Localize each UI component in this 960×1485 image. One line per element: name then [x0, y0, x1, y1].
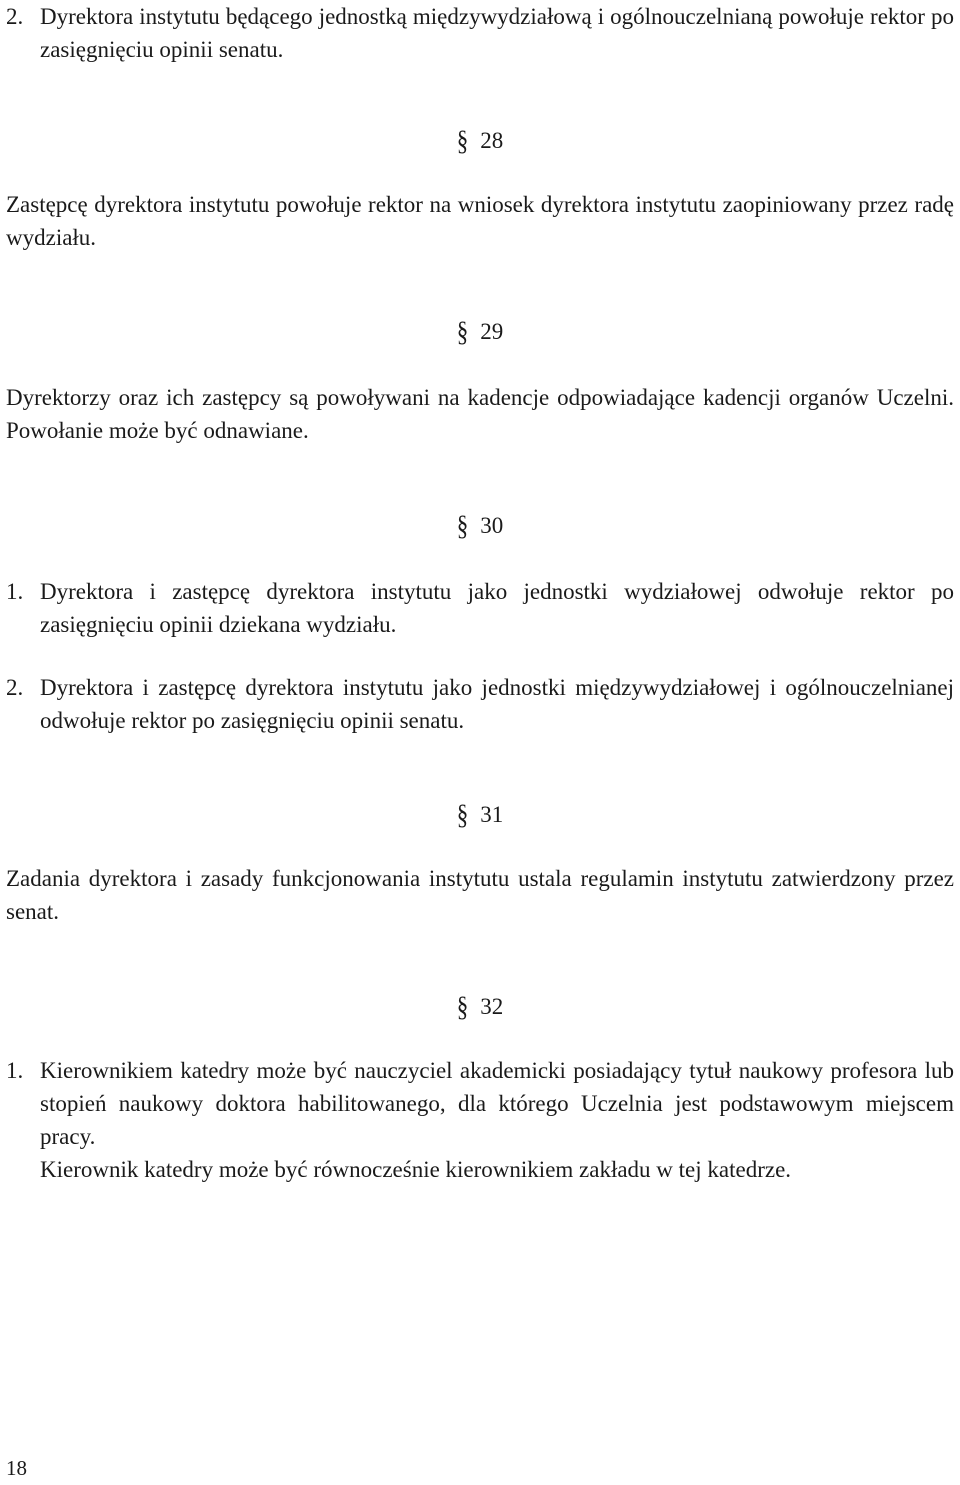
item-number: 2.	[6, 675, 24, 700]
paragraph-29: Dyrektorzy oraz ich zastępcy są powoływani na kadencje odpowiadające kadencji organów Uczelni. Powołanie może być odnawiane.	[6, 385, 954, 443]
item-text: Dyrektora i zastępcę dyrektora instytutu jako jednostki wydziałowej odwołuje rektor po zasięgnięciu opinii dziekana wydziału.	[40, 579, 954, 637]
section-heading-30	[0, 509, 960, 542]
section-number: 28	[480, 128, 504, 153]
section-heading-28	[0, 124, 960, 157]
section-heading-32	[0, 990, 960, 1023]
section-sign: §	[456, 124, 469, 157]
section-sign: §	[456, 990, 469, 1023]
paragraph-28: Zastępcę dyrektora instytutu powołuje rektor na wniosek dyrektora instytutu zaopiniowany przez radę wydziału.	[6, 192, 954, 250]
section-sign: §	[456, 509, 469, 542]
section-heading-29	[0, 315, 960, 348]
item-number: 1.	[6, 579, 24, 604]
page-number: 18	[6, 1456, 27, 1480]
section-number: 29	[480, 319, 504, 344]
paragraph-31: Zadania dyrektora i zasady funkcjonowania instytutu ustala regulamin instytutu zatwierdzony przez senat.	[6, 866, 954, 924]
list-item	[6, 0, 954, 66]
section-sign: §	[456, 315, 469, 348]
item-text: Dyrektora i zastępcę dyrektora instytutu jako jednostki międzywydziałowej i ogólnouczelnianej odwołuje rektor po zasięgnięciu opinii senatu.	[40, 675, 954, 733]
section-number: 32	[480, 994, 504, 1019]
list-item	[6, 671, 954, 737]
list-item	[6, 1054, 954, 1186]
section-number: 30	[480, 513, 504, 538]
item-number: 1.	[6, 1058, 24, 1083]
section-number: 31	[480, 802, 504, 827]
item-text-main: Kierownikiem katedry może być nauczyciel akademicki posiadający tytuł naukowy profesora lub stopień naukowy doktora habilitowanego, dla którego Uczelnia jest podstawowym miejscem pracy.	[40, 1058, 954, 1149]
section-sign: §	[456, 798, 469, 831]
section-heading-31	[0, 798, 960, 831]
item-text: Dyrektora instytutu będącego jednostką międzywydziałową i ogólnouczelnianą powołuje rektor po zasięgnięciu opinii senatu.	[40, 4, 954, 62]
item-text	[40, 1054, 954, 1186]
item-text-continuation: Kierownik katedry może być równocześnie kierownikiem zakładu w tej katedrze.	[40, 1157, 792, 1182]
item-number: 2.	[6, 4, 24, 29]
list-item	[6, 575, 954, 641]
